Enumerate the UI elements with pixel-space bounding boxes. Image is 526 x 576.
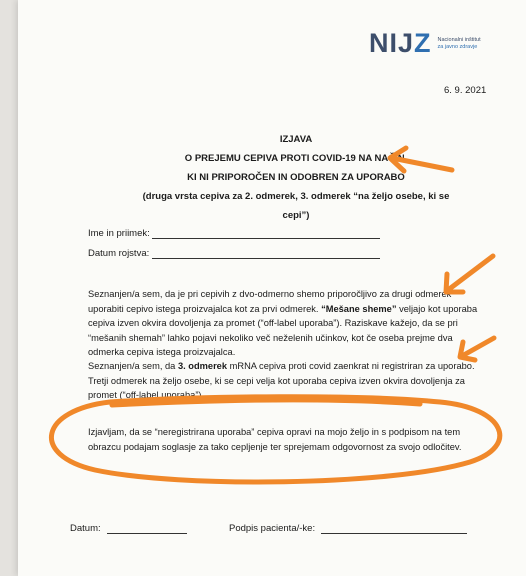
p2-text-b: mRNA cepiva proti covid zaenkrat ni registriran za uporabo. Tretji odmerek na željo osebe, ki se cepi velja kot uporaba cepiva izven okvira dovoljenja za promet (“off-label uporaba”). xyxy=(88,361,475,401)
title-line2: O PREJEMU CEPIVA PROTI COVID-19 NA NAČIN, xyxy=(184,153,408,164)
birthdate-label: Datum rojstva: xyxy=(88,248,150,259)
arrow-annotation-1 xyxy=(390,148,452,171)
p2-text-a: Seznanjen/a sem, da xyxy=(88,361,178,371)
arrow-annotation-3 xyxy=(460,338,494,360)
paragraph-declaration: Izjavljam, da se “neregistrirana uporaba” cepiva opravi na mojo željo in s podpisom na tem obrazcu podajam soglasje za tako cepljenje ter sprejemam odgovornost za svojo odločitev. xyxy=(88,427,462,452)
arrow-annotation-2 xyxy=(446,256,493,292)
footer-date-label: Datum: xyxy=(70,523,101,534)
name-label: Ime in priimek: xyxy=(88,228,150,239)
arrow-3-shaft xyxy=(462,338,494,356)
p1-text-b: veljajo kot uporaba cepiva izven okvira dovoljenja za promet (“off-label uporaba”). Raziskave kažejo, da se pri “mešanih shemah” lahko pojavi nekoliko več neželenih učinkov, kot če oseba prejme dva odmerka cepiva istega proizvajalca. xyxy=(88,303,478,358)
arrow-2-shaft xyxy=(448,256,493,290)
logo-sub-line2: za javno zdravje xyxy=(437,43,478,50)
signature-label: Podpis pacienta/-ke: xyxy=(229,523,316,534)
p2-bold: 3. odmerek xyxy=(177,361,228,371)
title-subtitle: (druga vrsta cepiva za 2. odmerek, 3. odmerek “na željo osebe, ki se cepi”) xyxy=(142,191,450,221)
p1-text-a: Seznanjen/a sem, da je pri cepivih z dvo-odmerno shemo priporočljivo za drugi odmerek uporabiti cepivo istega proizvajalca kot za prvi odmerek. xyxy=(88,289,452,314)
logo-sub-line1: Nacionalni inštitut xyxy=(437,36,481,43)
logo-mark: NIJZ xyxy=(369,28,432,58)
p1-bold: “Mešane sheme” xyxy=(321,303,397,314)
title-line3: KI NI PRIPOROČEN IN ODOBREN ZA UPORABO xyxy=(187,172,405,183)
document-date: 6. 9. 2021 xyxy=(444,85,487,96)
oval-annotation xyxy=(51,397,499,482)
title-line1: IZJAVA xyxy=(279,134,313,145)
